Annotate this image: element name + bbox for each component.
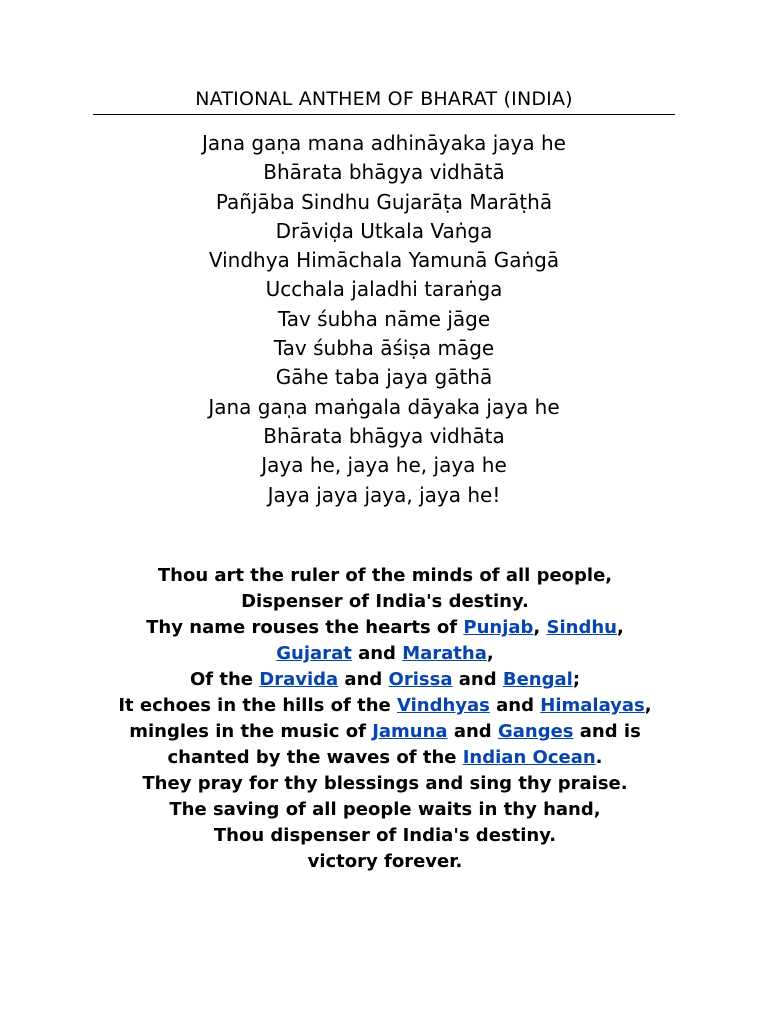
translation-text: , [486,643,494,664]
translation-text: chanted by the waves of the [167,747,463,768]
translation-text: and [452,669,503,690]
lyric-line: Vindhya Himāchala Yamunā Gaṅgā [208,248,560,273]
link-indian-ocean[interactable]: Indian Ocean [462,747,596,768]
translation-line [96,641,674,667]
translation-line: victory forever. [307,851,463,872]
lyric-line: Gāhe taba jaya gāthā [275,365,493,390]
translation-text: Thy name rouses the hearts of [146,617,464,638]
lyric-line: Jana gaṇa maṅgala dāyaka jaya he [208,394,560,419]
translation-line: Thou art the ruler of the minds of all people, [157,565,613,586]
translation-text: It echoes in the hills of the [118,695,397,716]
translation-text: Of the [189,669,260,690]
translation-line: They pray for thy blessings and sing thy praise. [142,773,628,794]
translation-line [96,719,674,745]
link-bengal[interactable]: Bengal [502,669,573,690]
translation-line [96,615,674,641]
link-jamuna[interactable]: Jamuna [372,721,448,742]
translation-text: , [533,617,547,638]
lyric-line: Bhārata bhāgya vidhātā [263,160,505,185]
translation-line [96,667,674,693]
lyric-line: Ucchala jaladhi taraṅga [265,277,503,302]
link-gujarat[interactable]: Gujarat [276,643,352,664]
translation-text: , [617,617,624,638]
translation-text: and is [573,721,641,742]
document-title: NATIONAL ANTHEM OF BHARAT (INDIA) [195,88,573,110]
anthem-lyrics [0,129,768,510]
translation-line [96,745,674,771]
link-ganges[interactable]: Ganges [497,721,574,742]
lyric-line: Drāviḍa Utkala Vaṅga [275,218,493,243]
link-punjab[interactable]: Punjab [463,617,534,638]
translation-text: ; [572,669,581,690]
translation-text: . [595,747,603,768]
link-maratha[interactable]: Maratha [402,643,487,664]
lyric-line: Tav śubha āśiṣa māge [273,336,495,361]
lyric-line: Jaya jaya jaya, jaya he! [267,482,501,507]
lyric-line: Tav śubha nāme jāge [277,306,491,331]
lyric-line: Bhārata bhāgya vidhāta [263,423,505,448]
link-orissa[interactable]: Orissa [388,669,453,690]
link-sindhu[interactable]: Sindhu [546,617,617,638]
translation-line: Thou dispenser of India's destiny. [213,825,557,846]
link-vindhyas[interactable]: Vindhyas [396,695,490,716]
english-translation [96,563,674,875]
translation-line: Dispenser of India's destiny. [241,591,529,612]
translation-text: and [338,669,389,690]
translation-text: , [644,695,652,716]
translation-text: mingles in the music of [129,721,373,742]
translation-line: The saving of all people waits in thy hand, [169,799,601,820]
title-divider [93,114,675,115]
translation-text: and [447,721,498,742]
lyric-line: Jana gaṇa mana adhināyaka jaya he [201,131,566,155]
lyric-line: Jaya he, jaya he, jaya he [261,453,507,478]
lyric-line: Pañjāba Sindhu Gujarāṭa Marāṭhā [215,189,553,214]
translation-line [96,693,674,719]
translation-text: and [489,695,541,716]
link-himalayas[interactable]: Himalayas [540,695,645,716]
translation-text: and [351,643,403,664]
link-dravida[interactable]: Dravida [259,669,339,690]
